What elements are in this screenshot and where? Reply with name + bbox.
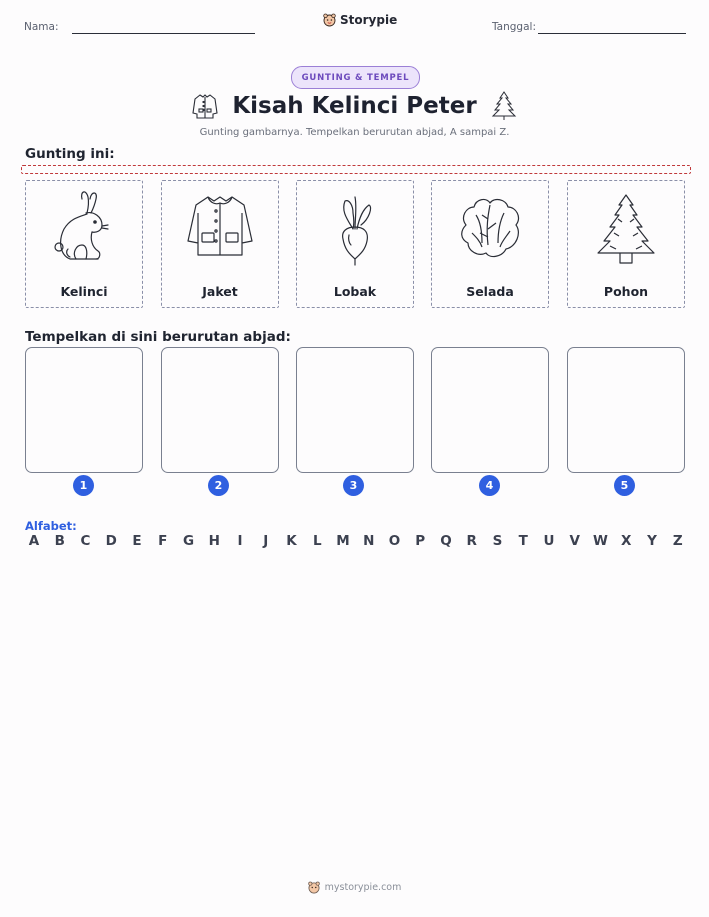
paste-box-2[interactable] [161,347,279,473]
radish-icon [317,189,393,269]
alphabet-letter: O [388,533,401,549]
card-label: Jaket [202,284,238,299]
alphabet-heading: Alfabet: [25,519,77,533]
activity-badge: GUNTING & TEMPEL [291,66,420,89]
alphabet-letter: G [182,533,195,549]
name-label: Nama: [24,21,59,33]
alphabet-letter: A [28,533,40,549]
number-badge-2: 2 [208,475,229,496]
paste-box-5[interactable] [567,347,685,473]
alphabet-letter: J [263,533,269,549]
jacket-icon [182,189,258,269]
alphabet-letter: F [158,533,168,549]
alphabet-letter: M [336,533,350,549]
paste-heading: Tempelkan di sini berurutan abjad: [25,329,291,345]
date-line[interactable] [538,33,686,34]
alphabet-letter: C [80,533,91,549]
instructions: Gunting gambarnya. Tempelkan berurutan abjad, A sampai Z. [199,127,510,138]
paste-box-4[interactable] [431,347,549,473]
card-label: Kelinci [60,284,108,299]
number-badge-1: 1 [73,475,94,496]
alphabet-letter: U [543,533,555,549]
alphabet-letter: K [286,533,297,549]
card-label: Selada [466,284,514,299]
alphabet-letter: L [312,533,322,549]
alphabet-letter: I [237,533,243,549]
alphabet-letter: N [363,533,375,549]
paste-box-3[interactable] [296,347,414,473]
alphabet-letter: P [415,533,426,549]
cut-card-jacket[interactable] [161,180,279,308]
date-label: Tanggal: [492,21,536,33]
tree-icon [588,189,664,269]
cut-line [21,165,691,174]
cut-card-radish[interactable] [296,180,414,308]
footer [0,881,709,894]
alphabet-letter: E [132,533,142,549]
jacket-title-icon [190,91,220,121]
storypie-mascot-icon [323,13,336,27]
page-title: Kisah Kelinci Peter [232,93,477,119]
cut-card-lettuce[interactable] [431,180,549,308]
brand-logo [323,13,397,27]
cut-card-tree[interactable] [567,180,685,308]
card-label: Lobak [333,284,377,299]
number-badge-5: 5 [614,475,635,496]
alphabet-letter: W [593,533,608,549]
alphabet-letter: X [621,533,632,549]
alphabet-letter: V [569,533,580,549]
rabbit-icon [46,189,122,269]
alphabet-letter: Q [440,533,452,549]
storypie-mascot-icon [308,881,320,894]
alphabet-letter: D [105,533,117,549]
alphabet-letter: H [208,533,220,549]
alphabet-letter: T [518,533,528,549]
title-row [0,90,709,122]
alphabet-letter: Z [672,533,683,549]
alphabet-row [25,533,687,549]
lettuce-icon [452,189,528,269]
alphabet-letter: B [54,533,65,549]
brand-name: Storypie [340,13,398,27]
alphabet-letter: Y [647,533,657,549]
alphabet-letter: R [466,533,477,549]
footer-url: mystorypie.com [324,882,402,893]
alphabet-letter: S [492,533,503,549]
card-label: Pohon [603,284,649,299]
number-badge-4: 4 [479,475,500,496]
name-line[interactable] [72,33,255,34]
tree-title-icon [489,90,519,122]
paste-box-1[interactable] [25,347,143,473]
cut-card-rabbit[interactable] [25,180,143,308]
number-badge-3: 3 [343,475,364,496]
cut-heading: Gunting ini: [25,146,115,162]
